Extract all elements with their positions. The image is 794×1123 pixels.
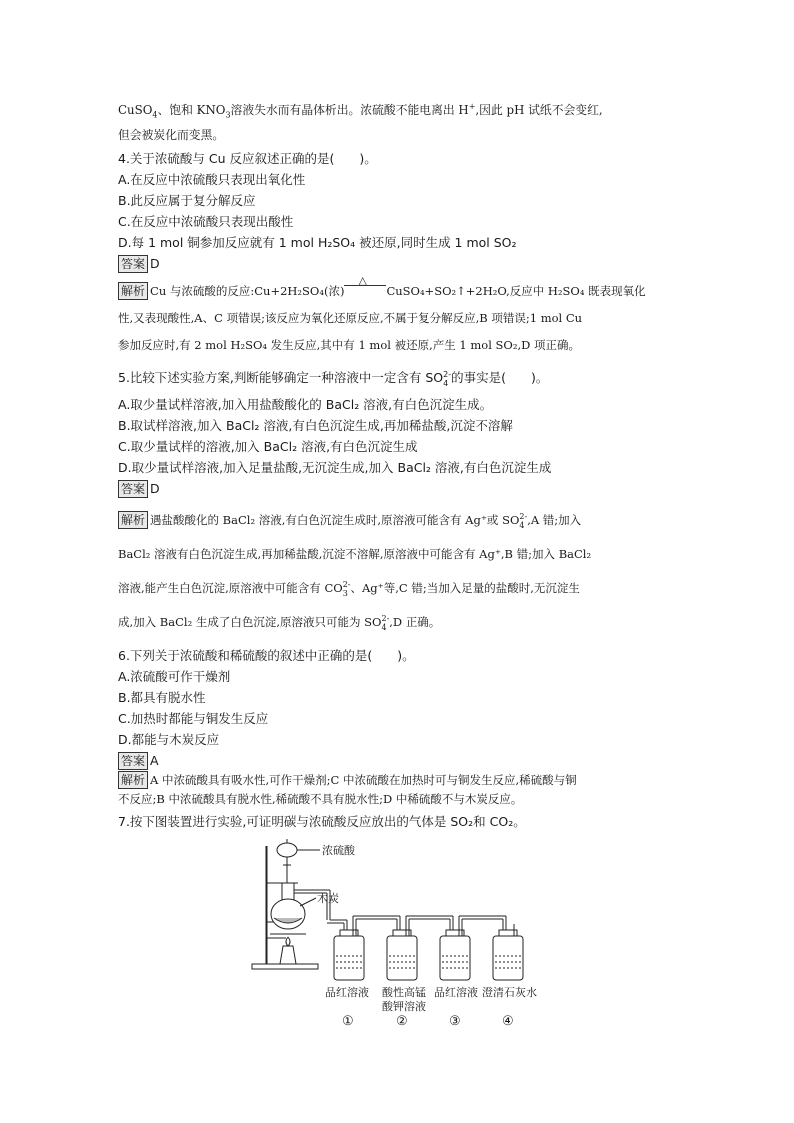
ion-charge: 2- bbox=[342, 580, 351, 590]
subscript: 4 bbox=[152, 110, 158, 120]
intro-line-2: 但会被炭化而变黑。 bbox=[118, 128, 225, 143]
question-6-option-c: C.加热时都能与铜发生反应 bbox=[118, 711, 269, 727]
analysis-text: 溶液,能产生白色沉淀,原溶液中可能含有 CO bbox=[118, 581, 343, 596]
analysis-line bbox=[118, 605, 678, 639]
question-4-option-a: A.在反应中浓硫酸只表现出氧化性 bbox=[118, 172, 306, 188]
analysis-text: 、Ag⁺等,C 错;当加入足量的盐酸时,无沉淀生 bbox=[350, 581, 580, 596]
question-5-analysis bbox=[118, 503, 678, 639]
intro-text: 溶液失水而有晶体析出。浓硫酸不能电离出 H bbox=[230, 102, 469, 117]
ion-subscript: 4 bbox=[519, 521, 525, 531]
intro-text: ,因此 pH 试纸不会变红, bbox=[475, 102, 603, 117]
analysis-line: 不反应;B 中浓硫酸具有脱水性,稀硫酸不具有脱水性;D 中稀硫酸不与木炭反应。 bbox=[118, 792, 523, 807]
analysis-tag: 解析 bbox=[118, 771, 148, 789]
question-6-option-b: B.都具有脱水性 bbox=[118, 690, 206, 706]
analysis-text: ,A 错;加入 bbox=[527, 513, 582, 528]
analysis-line bbox=[118, 571, 678, 605]
ion-charge: 2- bbox=[519, 512, 528, 522]
answer-value: D bbox=[150, 481, 160, 497]
flask-label: 木炭 bbox=[317, 892, 339, 905]
heat-symbol: △ bbox=[358, 274, 367, 288]
intro-text: CuSO bbox=[118, 102, 153, 117]
analysis-text: CuSO₄+SO₂↑+2H₂O,反应中 H₂SO₄ 既表现氧化 bbox=[386, 284, 646, 299]
carbonate-ion-script bbox=[343, 580, 351, 598]
analysis-line bbox=[118, 503, 678, 537]
question-4-option-d: D.每 1 mol 铜参加反应就有 1 mol H₂SO₄ 被还原,同时生成 1 mol SO₂ bbox=[118, 235, 517, 251]
answer-value: D bbox=[150, 256, 160, 272]
question-5-option-c: C.取少量试样的溶液,加入 BaCl₂ 溶液,有白色沉淀生成 bbox=[118, 439, 418, 455]
analysis-text: A 中浓硫酸具有吸水性,可作干燥剂;C 中浓硫酸在加热时可与铜发生反应,稀硫酸与铜 bbox=[150, 773, 577, 788]
funnel-label: 浓硫酸 bbox=[322, 844, 355, 857]
bottle-2-number: ② bbox=[396, 1014, 408, 1029]
question-5-option-d: D.取少量试样溶液,加入足量盐酸,无沉淀生成,加入 BaCl₂ 溶液,有白色沉淀生成 bbox=[118, 460, 552, 476]
ion-charge: 2- bbox=[381, 614, 390, 624]
superscript: + bbox=[468, 102, 476, 111]
ion-charge: 2- bbox=[443, 369, 452, 379]
bottle-4-number: ④ bbox=[502, 1014, 514, 1029]
heat-arrow bbox=[344, 274, 386, 295]
question-4-option-c: C.在反应中浓硫酸只表现出酸性 bbox=[118, 214, 294, 230]
question-4-answer bbox=[118, 253, 678, 274]
answer-tag: 答案 bbox=[118, 480, 148, 498]
question-6-answer bbox=[118, 750, 678, 771]
analysis-line: 参加反应时,有 2 mol H₂SO₄ 发生反应,其中有 1 mol 被还原,产生 1 mol SO₂,D 项正确。 bbox=[118, 338, 580, 353]
bottle-3-label: 品红溶液 bbox=[434, 986, 478, 999]
arrow-line bbox=[344, 285, 386, 286]
bottle-3-number: ③ bbox=[449, 1014, 461, 1029]
analysis-text: 成,加入 BaCl₂ 生成了白色沉淀,原溶液只可能为 SO bbox=[118, 615, 382, 630]
analysis-text: 遇盐酸酸化的 BaCl₂ 溶液,有白色沉淀生成时,原溶液可能含有 Ag⁺或 SO bbox=[150, 513, 520, 528]
analysis-text: ,D 正确。 bbox=[389, 615, 441, 630]
question-5-answer bbox=[118, 478, 678, 499]
question-4-option-b: B.此反应属于复分解反应 bbox=[118, 193, 256, 209]
question-6-option-a: A.浓硫酸可作干燥剂 bbox=[118, 669, 231, 685]
question-4-stem: 4.关于浓硫酸与 Cu 反应叙述正确的是( )。 bbox=[118, 151, 377, 167]
ion-subscript: 4 bbox=[443, 378, 449, 388]
subscript: 3 bbox=[225, 110, 231, 120]
answer-tag: 答案 bbox=[118, 255, 148, 273]
bottle-1-number: ① bbox=[342, 1014, 354, 1029]
bottle-2-label-line1: 酸性高锰 bbox=[382, 986, 426, 999]
intro-text: 、饱和 KNO bbox=[157, 102, 226, 117]
intro-line-1 bbox=[118, 96, 678, 125]
question-7-stem: 7.按下图装置进行实验,可证明碳与浓硫酸反应放出的气体是 SO₂和 CO₂。 bbox=[118, 814, 526, 830]
bottle-4-label: 澄清石灰水 bbox=[482, 986, 537, 999]
question-5-option-a: A.取少量试样溶液,加入用盐酸酸化的 BaCl₂ 溶液,有白色沉淀生成。 bbox=[118, 397, 493, 413]
apparatus-diagram bbox=[250, 838, 560, 1033]
question-6-stem: 6.下列关于浓硫酸和稀硫酸的叙述中正确的是( )。 bbox=[118, 648, 415, 664]
bottle-2-label-line2: 酸钾溶液 bbox=[382, 1000, 426, 1013]
analysis-tag: 解析 bbox=[118, 511, 148, 529]
answer-value: A bbox=[150, 753, 159, 769]
stem-text: 的事实是( )。 bbox=[451, 370, 549, 386]
document-page bbox=[118, 96, 678, 832]
question-4-analysis bbox=[118, 274, 678, 359]
analysis-line bbox=[118, 274, 678, 305]
question-6-option-d: D.都能与木炭反应 bbox=[118, 732, 220, 748]
analysis-text: Cu 与浓硫酸的反应:Cu+2H₂SO₄(浓) bbox=[150, 284, 345, 299]
analysis-line bbox=[118, 771, 678, 790]
analysis-tag: 解析 bbox=[118, 282, 148, 300]
sulfate-ion-script bbox=[443, 370, 451, 388]
question-6-analysis bbox=[118, 771, 678, 809]
answer-tag: 答案 bbox=[118, 752, 148, 770]
ion-subscript: 4 bbox=[381, 623, 387, 633]
bottle-1-label: 品红溶液 bbox=[325, 986, 369, 999]
analysis-line: 性,又表现酸性,A、C 项错误;该反应为氧化还原反应,不属于复分解反应,B 项错误;1 mol Cu bbox=[118, 311, 583, 326]
analysis-line: BaCl₂ 溶液有白色沉淀生成,再加稀盐酸,沉淀不溶解,原溶液中可能含有 Ag⁺,B 错;加入 BaCl₂ bbox=[118, 547, 592, 562]
stem-text: 5.比较下述实验方案,判断能够确定一种溶液中一定含有 SO bbox=[118, 370, 444, 386]
question-5-option-b: B.取试样溶液,加入 BaCl₂ 溶液,有白色沉淀生成,再加稀盐酸,沉淀不溶解 bbox=[118, 418, 513, 434]
ion-subscript: 3 bbox=[342, 589, 348, 599]
question-5-stem bbox=[118, 367, 678, 388]
